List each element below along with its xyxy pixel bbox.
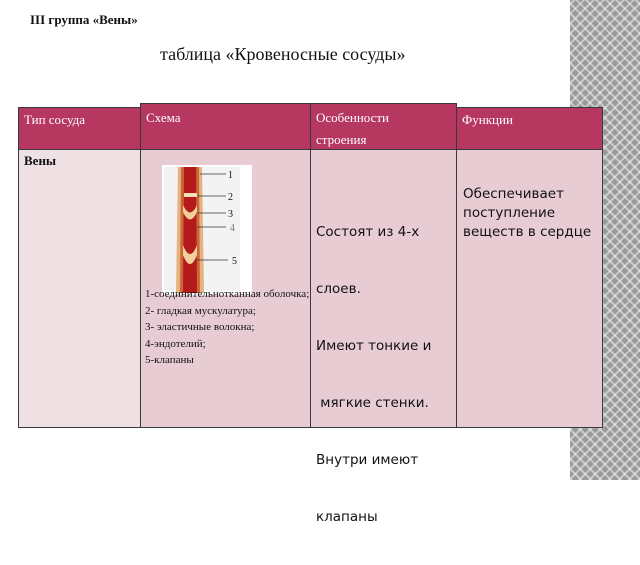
scheme-legend-item-3: 3- эластичные волокна; xyxy=(145,321,255,333)
scheme-legend-item-2: 2- гладкая мускулатура; xyxy=(145,304,256,317)
scheme-marker-3: 3 xyxy=(228,209,233,220)
body-type-cell xyxy=(18,149,140,428)
structure-line-1: Состоят из 4-х xyxy=(316,224,420,240)
functions-line-2: поступление xyxy=(463,205,556,221)
table-border-right xyxy=(602,107,603,428)
table-border-left xyxy=(18,107,19,428)
table-border-header-bottom xyxy=(18,149,603,150)
functions-line-3: веществ в сердце xyxy=(463,224,592,240)
table-border-col3 xyxy=(456,103,457,428)
header-structure-label-1: Особенности xyxy=(316,110,390,125)
page-heading: III группа «Вены» xyxy=(30,12,138,27)
header-type-label: Тип сосуда xyxy=(24,112,86,127)
structure-line-5: Внутри имеют xyxy=(316,452,419,468)
scheme-marker-1: 1 xyxy=(228,170,233,181)
header-structure-label-2: строения xyxy=(316,132,367,147)
table-subtitle: таблица «Кровеносные сосуды» xyxy=(160,44,406,64)
functions-text xyxy=(463,185,591,242)
table-border-col1 xyxy=(140,103,141,428)
header-scheme-label: Схема xyxy=(146,110,181,125)
vein-endothelium xyxy=(184,193,197,197)
row-type-label: Вены xyxy=(24,153,57,168)
vein-scheme-image xyxy=(162,165,252,295)
vein-lumen xyxy=(183,167,197,293)
table-border-top-b xyxy=(140,103,456,104)
table-border-bottom xyxy=(18,427,603,428)
table-border-top-c xyxy=(456,107,602,108)
scheme-marker-2: 2 xyxy=(228,192,233,203)
structure-text xyxy=(316,185,431,565)
scheme-marker-5: 5 xyxy=(232,256,237,267)
scheme-marker-4: 4 xyxy=(230,223,235,234)
structure-line-3: Имеют тонкие и xyxy=(316,338,432,354)
scheme-legend-item-5: 5-клапаны xyxy=(145,354,194,366)
scheme-legend xyxy=(145,286,310,369)
table-border-col2 xyxy=(310,103,311,428)
scheme-legend-item-1: 1-соединительнотканная оболочка; xyxy=(145,288,310,300)
structure-line-6: клапаны xyxy=(316,509,378,525)
scheme-legend-item-4: 4-эндотелий; xyxy=(145,337,206,350)
structure-line-4: мягкие стенки. xyxy=(316,395,429,411)
header-functions-label: Функции xyxy=(462,112,513,127)
table-border-top-a xyxy=(18,107,140,108)
functions-line-1: Обеспечивает xyxy=(463,186,564,202)
structure-line-2: слоев. xyxy=(316,281,361,297)
